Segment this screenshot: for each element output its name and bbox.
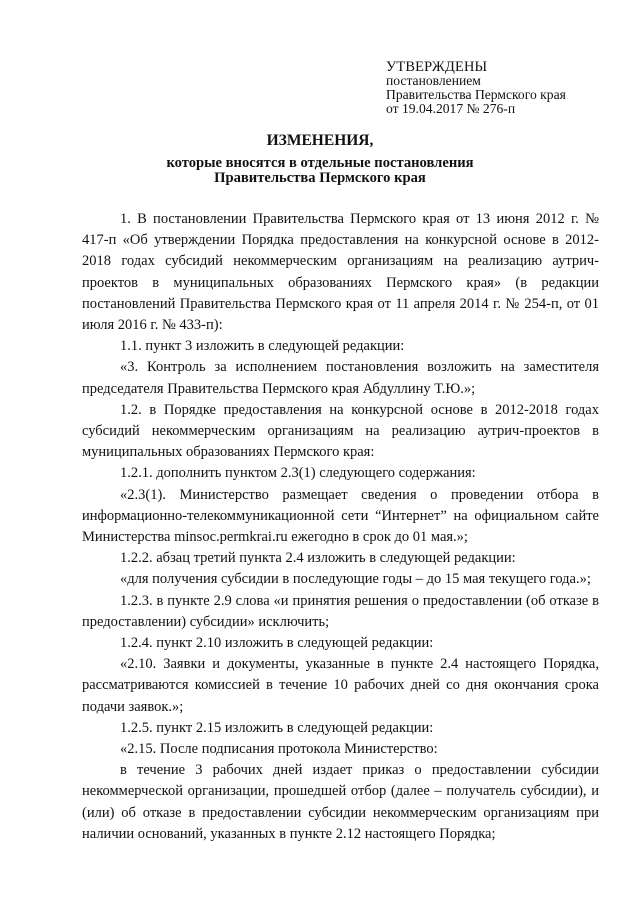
document-title: ИЗМЕНЕНИЯ, — [266, 132, 374, 149]
paragraph-1-1: 1.1. пункт 3 изложить в следующей редакции: — [120, 338, 405, 355]
approval-heading: УТВЕРЖДЕНЫ — [386, 59, 488, 75]
subtitle-line-1: которые вносятся в отдельные постановления — [166, 155, 474, 171]
paragraph-2-10-text: «2.10. Заявки и документы, указанные в пункте 2.4 настоящего Порядка, рассматриваются комиссией в течение 10 рабочих дней со дня окончания срока подачи заявок.»; — [82, 656, 599, 715]
paragraph-2-3-1-text: «2.3(1). Министерство размещает сведения о проведении отбора в информационно-телекоммуникационной сети “Интернет” на официальном сайте Министерства minsoc.permkrai.ru ежегодно в срок до 01 мая.»; — [82, 486, 599, 546]
paragraph-2-4-text: «для получения субсидии в последующие годы – до 15 мая текущего года.»; — [120, 571, 591, 588]
paragraph-1-2-5: 1.2.5. пункт 2.15 изложить в следующей редакции: — [120, 719, 434, 736]
paragraph-1-2-1: 1.2.1. дополнить пунктом 2.3(1) следующего содержания: — [120, 465, 476, 482]
document-body — [82, 209, 599, 845]
paragraph-1-2-3: 1.2.3. в пункте 2.9 слова «и принятия решения о предоставлении (об отказе в предоставлении) субсидии» исключить; — [82, 592, 599, 630]
paragraph-1-2-2: 1.2.2. абзац третий пункта 2.4 изложить в следующей редакции: — [120, 550, 516, 567]
paragraph-1: 1. В постановлении Правительства Пермского края от 13 июня 2012 г. № 417-п «Об утверждении Порядка предоставления на конкурсной основе в 2012-2018 годах субсидий некоммерческим организациям на реализацию аутрич-проектов в муниципальных образованиях Пермского края» (в редакции постановлений Правительства Пермского края от 11 апреля 2014 г. № 254-п, от 01 июля 2016 г. № 433-п): — [82, 211, 599, 334]
paragraph-1-2: 1.2. в Порядке предоставления на конкурсной основе в 2012-2018 годах субсидий некоммерческим организациям на реализацию аутрич-проектов в муниципальных образованиях Пермского края: — [82, 401, 599, 461]
subtitle-line-2: Правительства Пермского края — [214, 169, 426, 186]
approval-line-3: Правительства Пермского края — [386, 87, 566, 102]
document-subtitle — [0, 156, 640, 185]
paragraph-3-text: «3. Контроль за исполнением постановления возложить на заместителя председателя Правительства Пермского края Абдуллину Т.Ю.»; — [82, 359, 599, 397]
approval-line-4: от 19.04.2017 № 276-п — [386, 101, 516, 116]
approval-line-2: постановлением — [386, 73, 481, 88]
paragraph-2-15-text: «2.15. После подписания протокола Министерство: — [120, 741, 438, 758]
approval-stamp — [386, 60, 616, 116]
paragraph-2-15-item: в течение 3 рабочих дней издает приказ о предоставлении субсидии некоммерческой организации, прошедшей отбор (далее – получатель субсидии), и (или) об отказе в предоставлении субсидии некоммерческим организациям при наличии оснований, указанных в пункте 2.12 настоящего Порядка; — [82, 762, 599, 842]
paragraph-1-2-4: 1.2.4. пункт 2.10 изложить в следующей редакции: — [120, 635, 434, 652]
